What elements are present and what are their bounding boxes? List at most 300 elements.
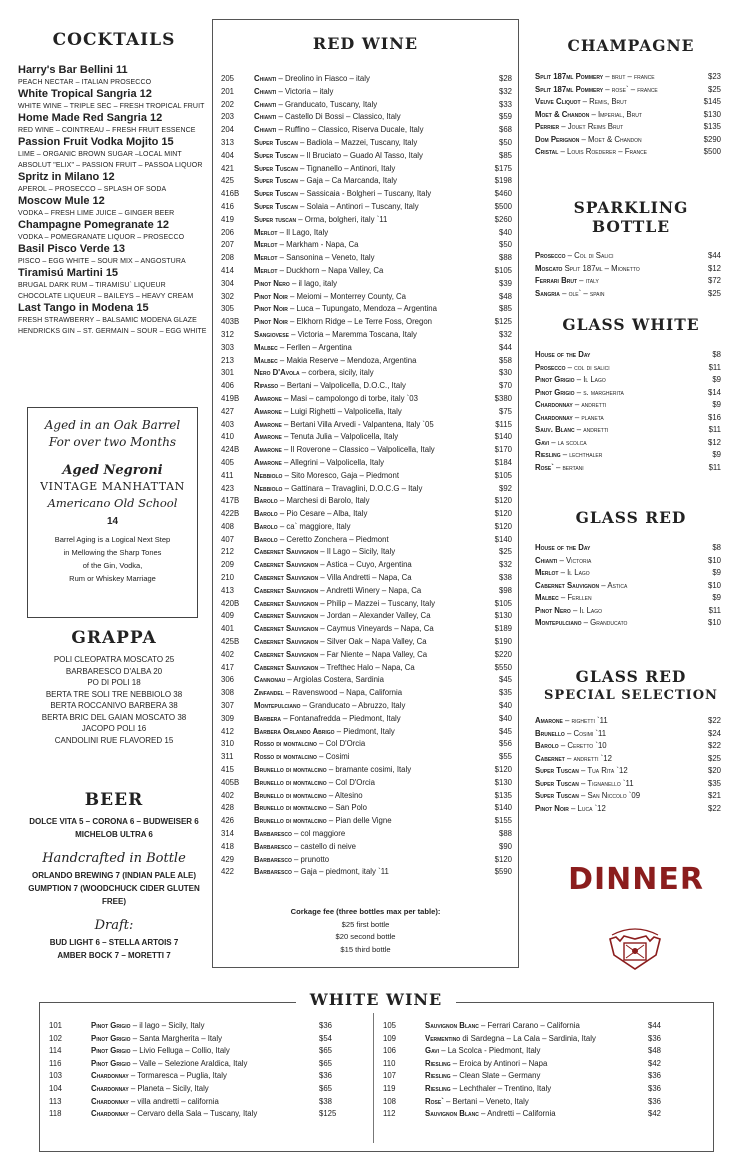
- white-wine-right-list: [383, 1020, 703, 1121]
- wine-price: $50: [498, 240, 512, 250]
- red-wine-row: [213, 764, 518, 777]
- wine-producer: – Caymus Vineyards – Napa, Ca: [318, 624, 434, 634]
- wine-price: $39: [498, 278, 512, 288]
- wine-varietal: Nero D'Avola: [254, 368, 300, 378]
- wine-producer: – castello di neive: [291, 841, 357, 851]
- item-price: $22: [707, 803, 721, 813]
- wine-code: 108: [383, 1096, 397, 1106]
- item-varietal: Super Tuscan: [535, 766, 579, 775]
- item-name: [535, 387, 624, 400]
- wine-producer: – Piedmont, Italy: [334, 726, 395, 736]
- item-price: $11: [708, 462, 721, 472]
- wine-price: $125: [319, 1109, 337, 1119]
- glass-red-list: [535, 542, 727, 630]
- cocktail-item: [18, 64, 210, 88]
- wine-code: 203: [221, 112, 235, 122]
- menu-row: [535, 121, 727, 134]
- item-price: $22: [707, 716, 721, 725]
- wine-varietal: Cabernet Sauvignon: [254, 637, 319, 647]
- wine-producer: – Trefthec Halo – Napa, Ca: [318, 662, 415, 672]
- wine-price: $98: [498, 585, 512, 595]
- wine-name: [254, 777, 375, 790]
- item-varietal: House of the Day: [535, 543, 591, 552]
- grappa-list: [18, 654, 210, 746]
- wine-name: [254, 802, 367, 815]
- item-varietal: Pinot Noir: [535, 803, 569, 813]
- wine-name: [425, 1058, 547, 1071]
- wine-varietal: Amarone: [254, 445, 282, 455]
- item-name: [535, 146, 647, 159]
- wine-name: [254, 534, 389, 547]
- wine-name: [254, 342, 352, 355]
- wine-code: 102: [49, 1033, 63, 1043]
- wine-price: $54: [319, 1033, 333, 1043]
- wine-name: [425, 1096, 529, 1109]
- wine-name: [254, 419, 434, 432]
- menu-row: [535, 790, 727, 803]
- wine-price: $220: [494, 649, 512, 659]
- wine-name: [254, 841, 356, 854]
- wine-producer: di Sardegna – La Cala – Sardinia, Italy: [460, 1033, 596, 1043]
- item-varietal: Moet & Chandon: [535, 109, 590, 119]
- white-wine-row: [49, 1096, 364, 1109]
- barrel-line2: For over two Months: [48, 435, 177, 449]
- wine-code: 107: [383, 1071, 397, 1081]
- wine-code: 309: [221, 713, 235, 723]
- beer-title: BEER: [84, 790, 144, 810]
- wine-varietal: Merlot: [254, 265, 278, 275]
- wine-producer: – Orma, bolgheri, italy `11: [296, 214, 388, 224]
- wine-producer: – Pian delle Vigne: [326, 816, 392, 826]
- item-detail: – rose` – france: [603, 84, 658, 94]
- red-wine-row: [213, 610, 518, 623]
- wine-name: [254, 636, 427, 649]
- wine-code: 405B: [221, 777, 240, 787]
- wine-name: [254, 137, 417, 150]
- wine-varietal: Barolo: [254, 521, 278, 531]
- wine-price: $33: [498, 99, 512, 109]
- wine-varietal: Cabernet Sauvignon: [254, 585, 319, 595]
- wine-code: 417: [221, 662, 235, 672]
- wine-price: $36: [648, 1033, 662, 1043]
- wine-producer: – Astica – Cuyo, Argentina: [318, 560, 412, 570]
- item-varietal: Prosecco: [535, 362, 566, 372]
- wine-producer: – Ceretto Zonchera – Piedmont: [277, 534, 389, 544]
- wine-varietal: Riesling: [425, 1058, 451, 1068]
- wine-code: 422B: [221, 509, 240, 519]
- wine-name: [425, 1045, 540, 1058]
- grappa-item: BERTA BRIC DEL GAIAN MOSCATO 38: [41, 712, 187, 722]
- white-wine-row: [49, 1045, 364, 1058]
- red-wine-row: [213, 380, 518, 393]
- wine-name: [254, 163, 395, 176]
- wine-code: 427: [221, 406, 235, 416]
- wine-varietal: Sauvignon Blanc: [425, 1109, 479, 1119]
- item-name: [535, 349, 590, 362]
- wine-price: $70: [498, 381, 512, 391]
- wine-varietal: Brunello di montalcino: [254, 790, 327, 800]
- red-wine-row: [213, 227, 518, 240]
- wine-producer: – Luca – Tupungato, Mendoza – Argentina: [287, 304, 437, 314]
- wine-name: [425, 1108, 556, 1121]
- red-wine-row: [213, 470, 518, 483]
- wine-name: [254, 175, 397, 188]
- wine-varietal: Chardonnay: [91, 1096, 129, 1106]
- column-divider: [373, 1013, 374, 1143]
- wine-code: 202: [221, 99, 235, 109]
- item-varietal: Chianti: [535, 555, 558, 565]
- cocktail-ingredients: LIME – ORGANIC BROWN SUGAR –LOCAL MINT: [18, 151, 182, 158]
- wine-producer: – Bertani – Veneto, Italy: [443, 1096, 529, 1106]
- wine-name: [254, 700, 405, 713]
- wine-code: 408: [221, 521, 235, 531]
- wine-code: 105: [383, 1021, 397, 1030]
- wine-price: $44: [498, 342, 512, 352]
- wine-varietal: Amarone: [254, 457, 282, 467]
- menu-row: [535, 449, 727, 462]
- wine-varietal: Merlot: [254, 253, 278, 263]
- wine-name: [425, 1070, 540, 1083]
- wine-code: 406: [221, 381, 235, 391]
- wine-price: $550: [494, 662, 512, 672]
- red-wine-row: [213, 431, 518, 444]
- menu-row: [535, 263, 727, 276]
- wine-code: 109: [383, 1033, 397, 1043]
- wine-price: $120: [494, 854, 512, 864]
- menu-row: [535, 592, 727, 605]
- wine-code: 425: [221, 176, 235, 186]
- wine-producer: – Sito Moresco, Gaja – Piedmont: [282, 470, 399, 480]
- wine-producer: – Gaja – piedmont, italy `11: [291, 867, 389, 877]
- wine-name: [254, 278, 337, 291]
- menu-row: [535, 146, 727, 159]
- item-price: $9: [712, 375, 721, 384]
- wine-producer: – Il Roverone – Classico – Valpolicella, Italy: [281, 445, 435, 455]
- red-wine-row: [213, 163, 518, 176]
- wine-producer: – Tenuta Julia – Valpolicella, Italy: [281, 432, 399, 442]
- cocktail-ingredients: FRESH STRAWBERRY – BALSAMIC MODENA GLAZE: [18, 317, 197, 324]
- wine-price: $170: [494, 445, 512, 455]
- item-varietal: Chardonnay: [535, 400, 573, 409]
- glass-red-section: [535, 508, 727, 630]
- item-varietal: Riesling: [535, 450, 561, 459]
- red-wine-row: [213, 674, 518, 687]
- menu-row: [535, 84, 727, 97]
- wine-price: $92: [498, 483, 512, 493]
- wine-producer: – Ferllen – Argentina: [277, 342, 352, 352]
- wine-producer: – col maggiore: [291, 829, 346, 839]
- item-name: [535, 592, 592, 605]
- cocktail-name: Moscow Mule 12: [18, 195, 105, 207]
- item-detail: – planeta: [572, 412, 604, 422]
- item-detail: – bertani: [553, 462, 584, 472]
- dinner-logo: DINNER: [568, 862, 704, 897]
- red-wine-row: [213, 662, 518, 675]
- wine-varietal: Merlot: [254, 240, 278, 250]
- cocktail-ingredients: ABSOLUT "ELIX" – PASSION FRUIT – PASSOA LIQUOR: [18, 162, 203, 169]
- wine-name: [254, 444, 435, 457]
- wine-price: $120: [494, 509, 512, 519]
- wine-code: 311: [221, 752, 234, 762]
- wine-producer: – Gattinara – Travaglini, D.O.C.G – Italy: [282, 483, 423, 493]
- wine-price: $28: [498, 74, 512, 83]
- wine-name: [254, 598, 435, 611]
- wine-varietal: Pinot Nero: [254, 278, 290, 288]
- wine-name: [254, 406, 402, 419]
- wine-varietal: Barbaresco: [254, 867, 292, 877]
- item-name: [535, 412, 604, 425]
- wine-code: 119: [383, 1083, 396, 1093]
- wine-varietal: Chianti: [254, 74, 277, 83]
- wine-name: [254, 649, 427, 662]
- menu-row: [535, 288, 727, 301]
- item-detail: – Granducato: [581, 618, 628, 627]
- cocktail-ingredients: CHOCOLATE LIQUEUR – BAILEYS – HEAVY CREAM: [18, 293, 194, 300]
- wine-varietal: Pinot Noir: [254, 317, 288, 327]
- item-varietal: Split 187ml Pommery: [535, 72, 604, 81]
- wine-name: [254, 726, 395, 739]
- wine-varietal: Super tuscan: [254, 214, 297, 224]
- cocktail-item: [18, 302, 210, 337]
- wine-code: 213: [221, 355, 235, 365]
- item-detail: – italy: [577, 276, 599, 285]
- item-name: [535, 424, 608, 437]
- wine-producer: – Markham - Napa, Ca: [277, 240, 359, 250]
- wine-producer: – Il Lago, Italy: [277, 227, 329, 237]
- red-wine-row: [213, 278, 518, 291]
- wine-code: 312: [221, 329, 235, 339]
- item-price: $130: [703, 109, 721, 119]
- wine-price: $85: [498, 150, 512, 160]
- item-varietal: Brunello: [535, 728, 565, 738]
- item-name: [535, 567, 590, 580]
- item-price: $10: [707, 618, 721, 627]
- wine-price: $184: [494, 457, 512, 467]
- wine-price: $460: [494, 189, 512, 199]
- wine-varietal: Pinot Noir: [254, 291, 288, 301]
- wine-producer: – Il Bruciato – Guado Al Tasso, Italy: [297, 150, 423, 160]
- red-wine-title: RED WINE: [312, 34, 419, 53]
- wine-name: [254, 790, 363, 803]
- item-name: [535, 288, 605, 301]
- cocktails-title: COCKTAILS: [52, 30, 176, 50]
- item-name: [535, 778, 634, 791]
- handcrafted-line: ORLANDO BREWING 7 (INDIAN PALE ALE): [32, 871, 196, 880]
- item-price: $24: [707, 728, 721, 738]
- wine-code: 310: [221, 739, 235, 749]
- wine-name: [254, 252, 375, 265]
- sparkling-title: SPARKLING BOTTLE: [573, 198, 689, 236]
- wine-producer: – Il Lago – Sicily, Italy: [318, 547, 396, 557]
- wine-producer: – villa andretti – california: [128, 1096, 219, 1106]
- item-varietal: House of the Day: [535, 350, 591, 359]
- wine-code: 422: [221, 867, 235, 877]
- item-varietal: Cabernet Sauvignon: [535, 580, 600, 590]
- item-detail: – Col di Salici: [565, 251, 614, 260]
- wine-varietal: Amarone: [254, 393, 282, 403]
- item-detail: – Louis Roederer – France: [558, 147, 648, 156]
- aged-negroni: Aged Negroni: [62, 463, 163, 478]
- wine-producer: – Badiola – Mazzei, Tuscany, Italy: [297, 137, 418, 147]
- item-price: $9: [712, 450, 721, 459]
- red-wine-row: [213, 854, 518, 867]
- item-detail: Split 187ml – Mionetto: [562, 263, 640, 273]
- item-detail: – Il Lago: [558, 568, 590, 577]
- item-price: $22: [707, 741, 721, 750]
- wine-producer: – Tormaresca – Puglia, Italy: [128, 1071, 227, 1081]
- wine-varietal: Nebbiolo: [254, 470, 283, 480]
- wine-producer: – Far Niente – Napa Valley, Ca: [318, 649, 428, 659]
- sparkling-list: [535, 250, 727, 300]
- draft-line: BUD LIGHT 6 – STELLA ARTOIS 7: [49, 938, 179, 947]
- wine-varietal: Super Tuscan: [254, 163, 298, 173]
- red-wine-row: [213, 367, 518, 380]
- wine-producer: – Masi – campolongo di torbe, italy `03: [281, 393, 418, 403]
- grappa-item: PO DI POLI 18: [87, 678, 141, 687]
- menu-row: [535, 134, 727, 147]
- wine-price: $260: [494, 214, 512, 224]
- americano-old-school: Americano Old School: [47, 496, 178, 510]
- item-price: $21: [707, 791, 721, 800]
- barrel-note: [28, 533, 197, 585]
- white-wine-row: [383, 1083, 703, 1096]
- wine-price: $40: [498, 713, 512, 723]
- item-detail: – Tignanello `11: [578, 778, 634, 788]
- grappa-item: BARBARESCO D'ALBA 20: [65, 666, 163, 676]
- menu-row: [535, 387, 727, 400]
- wine-code: 428: [221, 803, 235, 813]
- white-wine-row: [49, 1033, 364, 1046]
- wine-name: [254, 828, 345, 841]
- cocktail-name: Champagne Pomegranate 12: [18, 219, 169, 231]
- item-detail: – Cosimi `11: [564, 728, 607, 738]
- wine-code: 426: [221, 816, 235, 826]
- cocktail-ingredients: VODKA – POMEGRANATE LIQUOR – PROSECCO: [18, 234, 185, 241]
- item-name: [535, 109, 642, 122]
- wine-price: $68: [498, 125, 512, 135]
- wine-producer: – Gaja – Ca Marcanda, Italy: [297, 176, 398, 186]
- wine-varietal: Barbera: [254, 713, 282, 723]
- wine-code: 104: [49, 1083, 63, 1093]
- item-name: [535, 84, 658, 97]
- wine-name: [91, 1108, 257, 1121]
- wine-code: 106: [383, 1046, 397, 1056]
- wine-producer: – Duckhorn – Napa Valley, Ca: [277, 265, 384, 275]
- wine-producer: – Victoria – Maremma Toscana, Italy: [288, 329, 417, 339]
- wine-producer: – Silver Oak – Napa Valley, Ca: [318, 637, 427, 647]
- wine-name: [254, 738, 365, 751]
- menu-row: [535, 803, 727, 816]
- red-wine-row: [213, 687, 518, 700]
- wine-name: [254, 559, 412, 572]
- wine-producer: – Tignanello – Antinori, Italy: [297, 163, 396, 173]
- item-varietal: Sangria: [535, 288, 560, 298]
- item-price: $11: [708, 425, 721, 434]
- item-varietal: Split 187ml Pommery: [535, 84, 604, 94]
- item-name: [535, 449, 602, 462]
- item-name: [535, 803, 606, 816]
- red-wine-row: [213, 457, 518, 470]
- wine-name: [254, 572, 412, 585]
- cocktail-name: White Tropical Sangria 12: [18, 88, 152, 100]
- wine-price: $50: [498, 137, 512, 147]
- item-varietal: Super Tuscan: [535, 791, 579, 800]
- wine-producer: – Santa Margherita – Italy: [130, 1033, 222, 1043]
- item-detail: – la scolca: [549, 437, 587, 447]
- red-wine-row: [213, 521, 518, 534]
- wine-producer: – Valle – Selezione Araldica, Italy: [130, 1058, 248, 1068]
- wine-price: $75: [498, 406, 512, 416]
- red-wine-row: [213, 239, 518, 252]
- item-varietal: Pinot Grigio: [535, 375, 575, 384]
- red-wine-row: [213, 559, 518, 572]
- wine-price: $190: [494, 637, 512, 647]
- item-price: $145: [703, 97, 721, 106]
- red-wine-row: [213, 751, 518, 764]
- wine-varietal: Chianti: [254, 112, 277, 122]
- wine-price: $36: [648, 1096, 662, 1106]
- wine-code: 404: [221, 150, 235, 160]
- wine-producer: – Castello Di Bossi – Classico, Italy: [276, 112, 401, 122]
- wine-code: 207: [221, 240, 235, 250]
- wine-producer: – bramante cosimi, Italy: [326, 765, 412, 775]
- wine-name: [91, 1033, 222, 1046]
- wine-varietal: Super Tuscan: [254, 201, 298, 211]
- item-name: [535, 462, 584, 475]
- beer-line: DOLCE VITA 5 – CORONA 6 – BUDWEISER 6: [29, 817, 199, 826]
- item-detail: – Victoria: [557, 555, 592, 565]
- wine-name: [254, 111, 401, 124]
- draft-line: AMBER BOCK 7 – MORETTI 7: [57, 951, 171, 960]
- cocktails-list: [18, 64, 210, 337]
- item-detail: – brut – france: [603, 72, 655, 81]
- wine-price: $35: [498, 688, 512, 698]
- wine-name: [254, 483, 422, 496]
- wine-code: 403B: [221, 317, 240, 327]
- item-varietal: Amarone: [535, 716, 563, 725]
- wine-code: 204: [221, 125, 235, 135]
- wine-varietal: Super Tuscan: [254, 189, 298, 199]
- wine-price: $42: [648, 1109, 662, 1119]
- wine-varietal: Riesling: [425, 1083, 451, 1093]
- wine-name: [254, 355, 416, 368]
- red-wine-row: [213, 802, 518, 815]
- cocktail-item: [18, 112, 210, 136]
- item-name: [535, 71, 655, 84]
- wine-producer: – Ferrari Carano – California: [478, 1021, 580, 1030]
- white-wine-row: [49, 1108, 364, 1121]
- item-price: $20: [707, 766, 721, 775]
- wine-producer: – Sassicaia - Bolgheri – Tuscany, Italy: [297, 189, 432, 199]
- wine-price: $85: [498, 304, 512, 314]
- wine-producer: – Bertani – Valpolicella, D.O.C., Italy: [278, 381, 406, 391]
- wine-producer: – Lechthaler – Trentino, Italy: [450, 1083, 552, 1093]
- red-wine-row: [213, 291, 518, 304]
- wine-price: $88: [498, 253, 512, 263]
- champagne-list: [535, 71, 727, 159]
- item-detail: – Moet & Chandon: [579, 134, 642, 144]
- wine-varietal: Rose`: [425, 1096, 444, 1106]
- item-detail: – andretti `12: [564, 753, 612, 763]
- red-wine-row: [213, 483, 518, 496]
- red-wine-row: [213, 265, 518, 278]
- wine-price: $140: [494, 534, 512, 544]
- red-wine-row: [213, 111, 518, 124]
- wine-name: [254, 86, 333, 99]
- wine-code: 306: [221, 675, 235, 685]
- wine-name: [254, 265, 383, 278]
- wine-price: $59: [498, 112, 512, 122]
